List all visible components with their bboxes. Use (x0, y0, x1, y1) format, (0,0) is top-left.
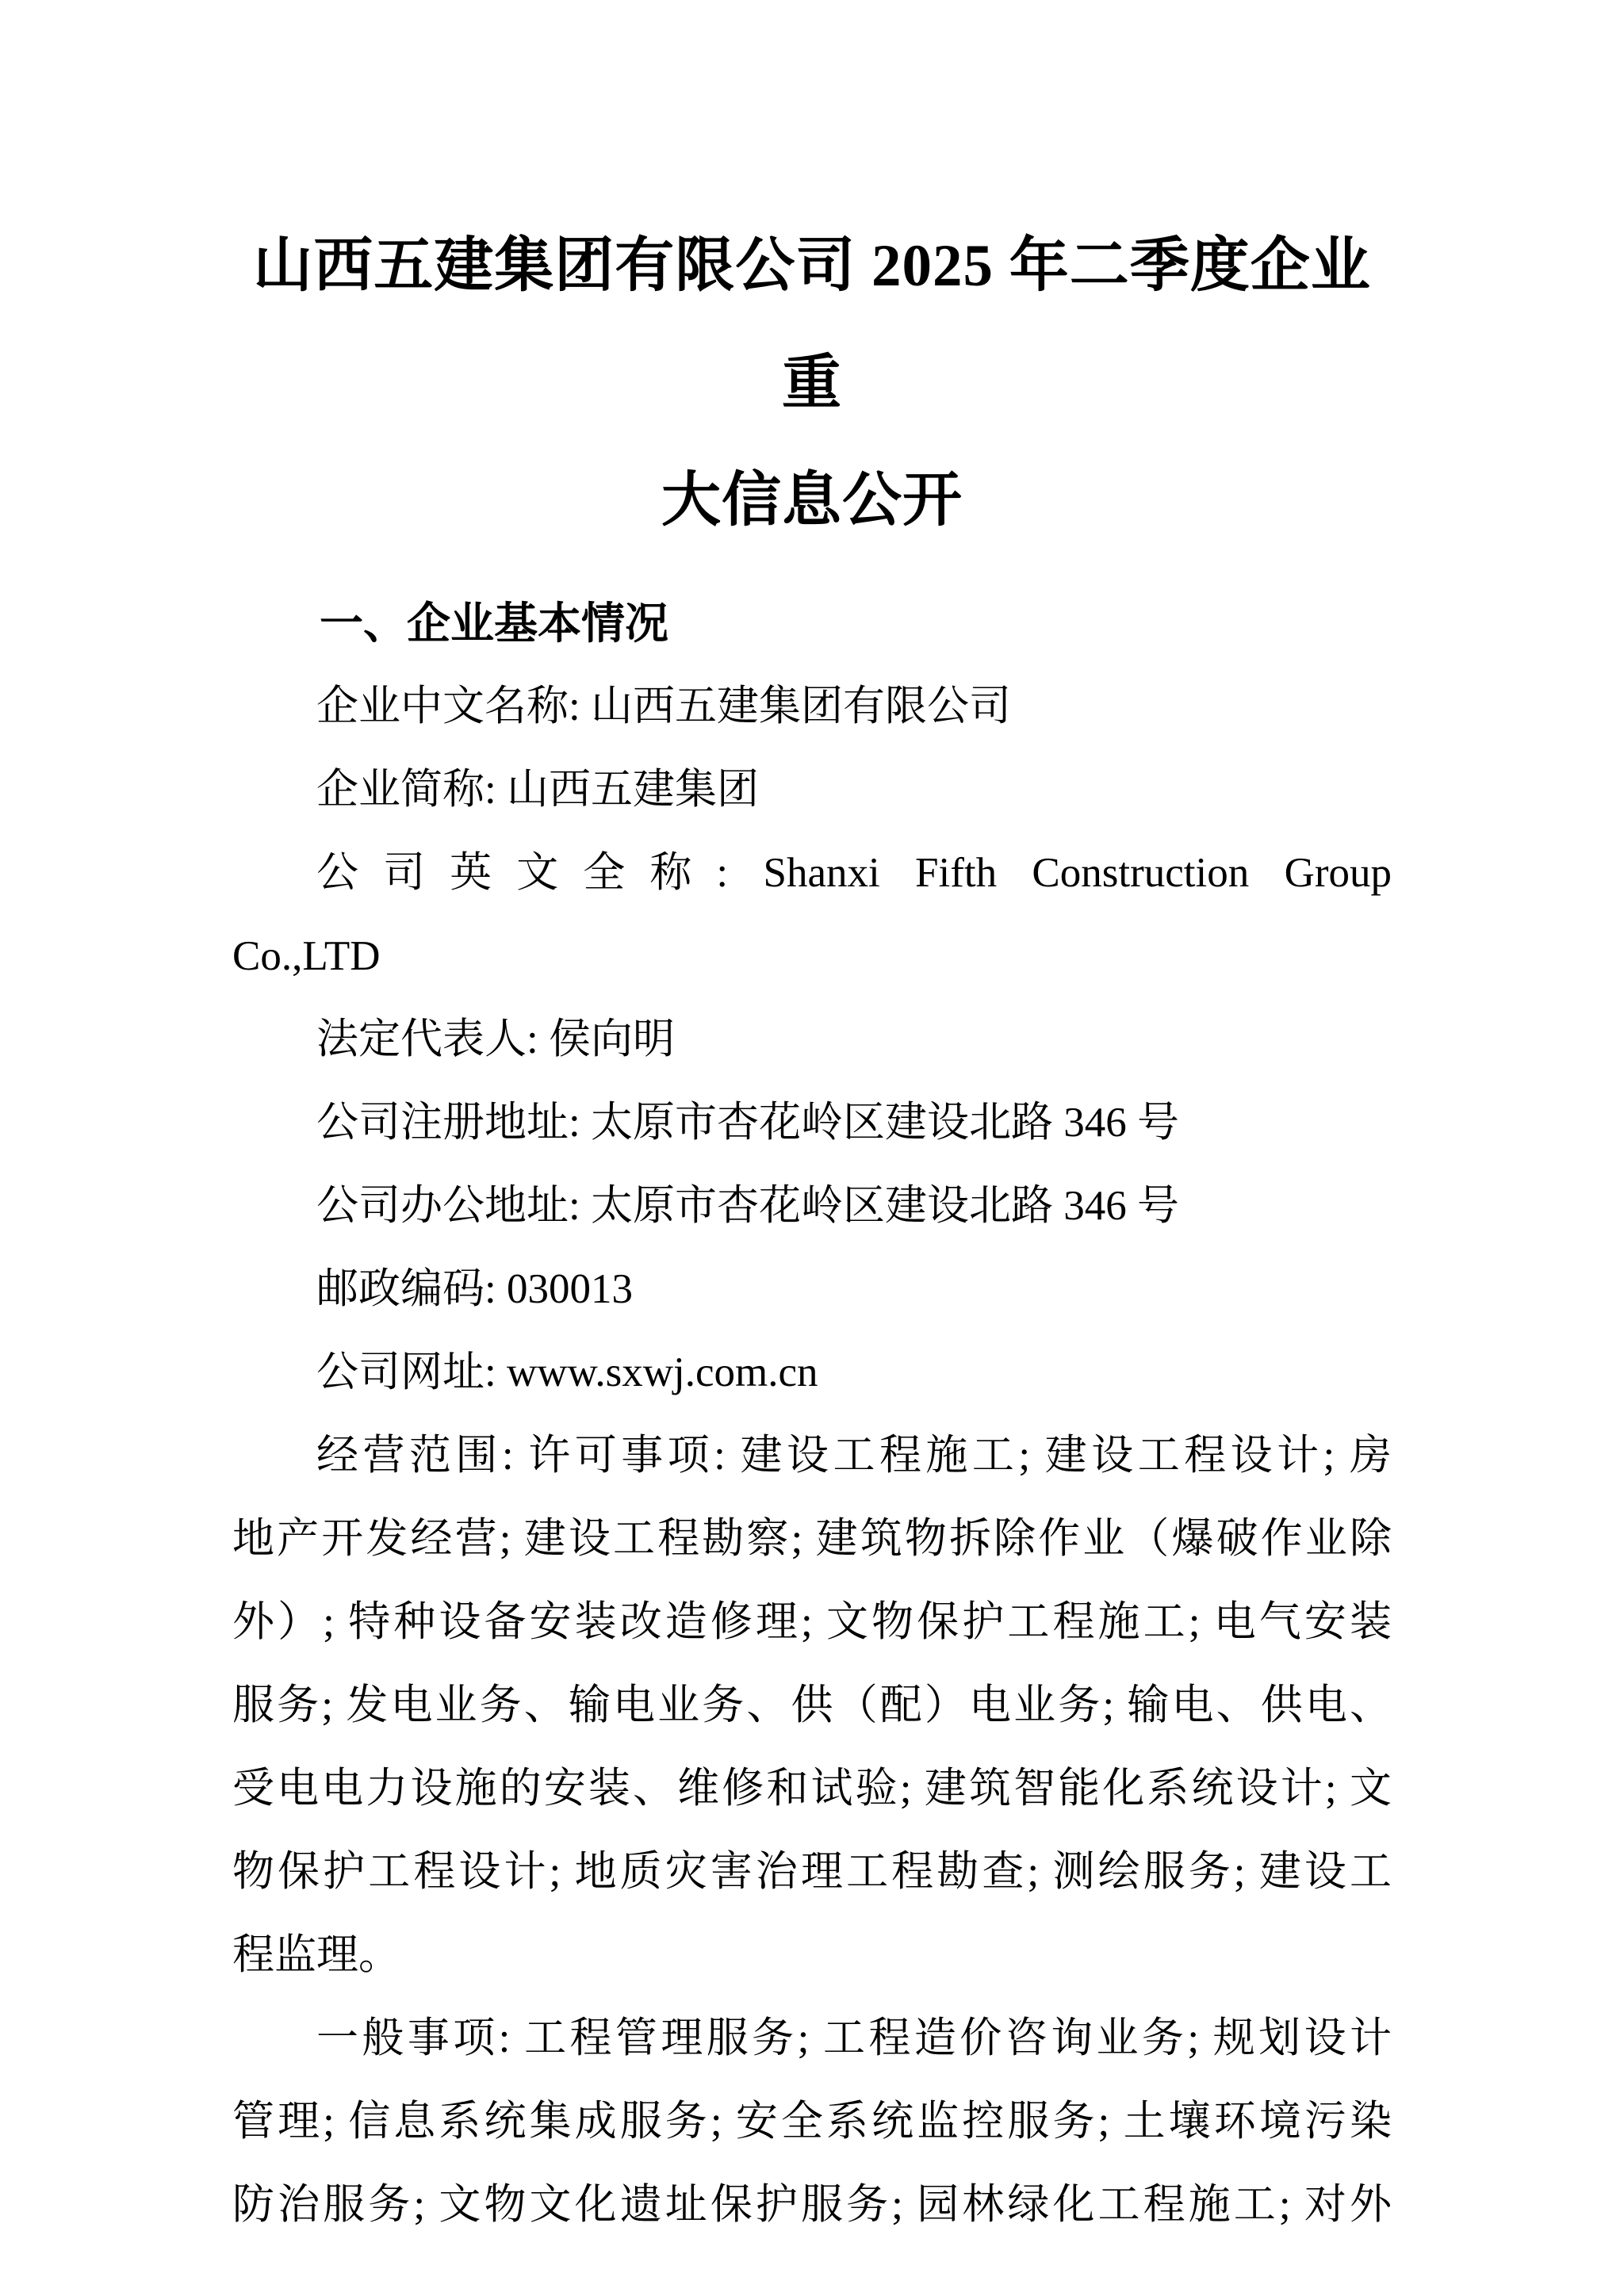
general-items-line: 管理; 信息系统集成服务; 安全系统监控服务; 土壤环境污染 (232, 2099, 1392, 2145)
field-company-name-en-cont: Co.,LTD (232, 933, 381, 979)
field-postal-code: 邮政编码: 030013 (316, 1266, 633, 1312)
field-registered-address: 公司注册地址: 太原市杏花岭区建设北路 346 号 (316, 1100, 1179, 1146)
business-scope-line: 物保护工程设计; 地质灾害治理工程勘查; 测绘服务; 建设工 (232, 1849, 1392, 1895)
field-company-short-name: 企业简称: 山西五建集团 (316, 767, 759, 813)
business-scope-line: 程监理。 (232, 1932, 400, 1978)
general-items-line: 防治服务; 文物文化遗址保护服务; 园林绿化工程施工; 对外 (232, 2182, 1392, 2228)
document-title-line-1: 山西五建集团有限公司 2025 年二季度企业重 (253, 233, 1371, 416)
field-legal-representative: 法定代表人: 侯向明 (316, 1016, 675, 1062)
business-scope-line: 服务; 发电业务、输电业务、供（配）电业务; 输电、供电、 (232, 1682, 1392, 1728)
body-text (232, 665, 1392, 2247)
business-scope-line: 经营范围: 许可事项: 建设工程施工; 建设工程设计; 房 (316, 1433, 1392, 1479)
field-website: 公司网址: www.sxwj.com.cn (316, 1349, 818, 1395)
section-heading: 一、企业基本情况 (320, 599, 669, 648)
general-items-line: 一般事项: 工程管理服务; 工程造价咨询业务; 规划设计 (316, 2015, 1392, 2061)
business-scope-line: 受电电力设施的安装、维修和试验; 建筑智能化系统设计; 文 (232, 1766, 1392, 1812)
field-company-name-en: 公司英文全称: Shanxi Fifth Construction Group (316, 850, 1392, 896)
field-company-name-cn: 企业中文名称: 山西五建集团有限公司 (316, 683, 1011, 729)
document-title-line-2: 大信息公开 (661, 468, 963, 534)
business-scope-line: 外）; 特种设备安装改造修理; 文物保护工程施工; 电气安装 (232, 1599, 1392, 1645)
field-office-address: 公司办公地址: 太原市杏花岭区建设北路 346 号 (316, 1183, 1179, 1229)
business-scope-line: 地产开发经营; 建设工程勘察; 建筑物拆除作业（爆破作业除 (232, 1516, 1392, 1562)
document-title (232, 208, 1392, 560)
